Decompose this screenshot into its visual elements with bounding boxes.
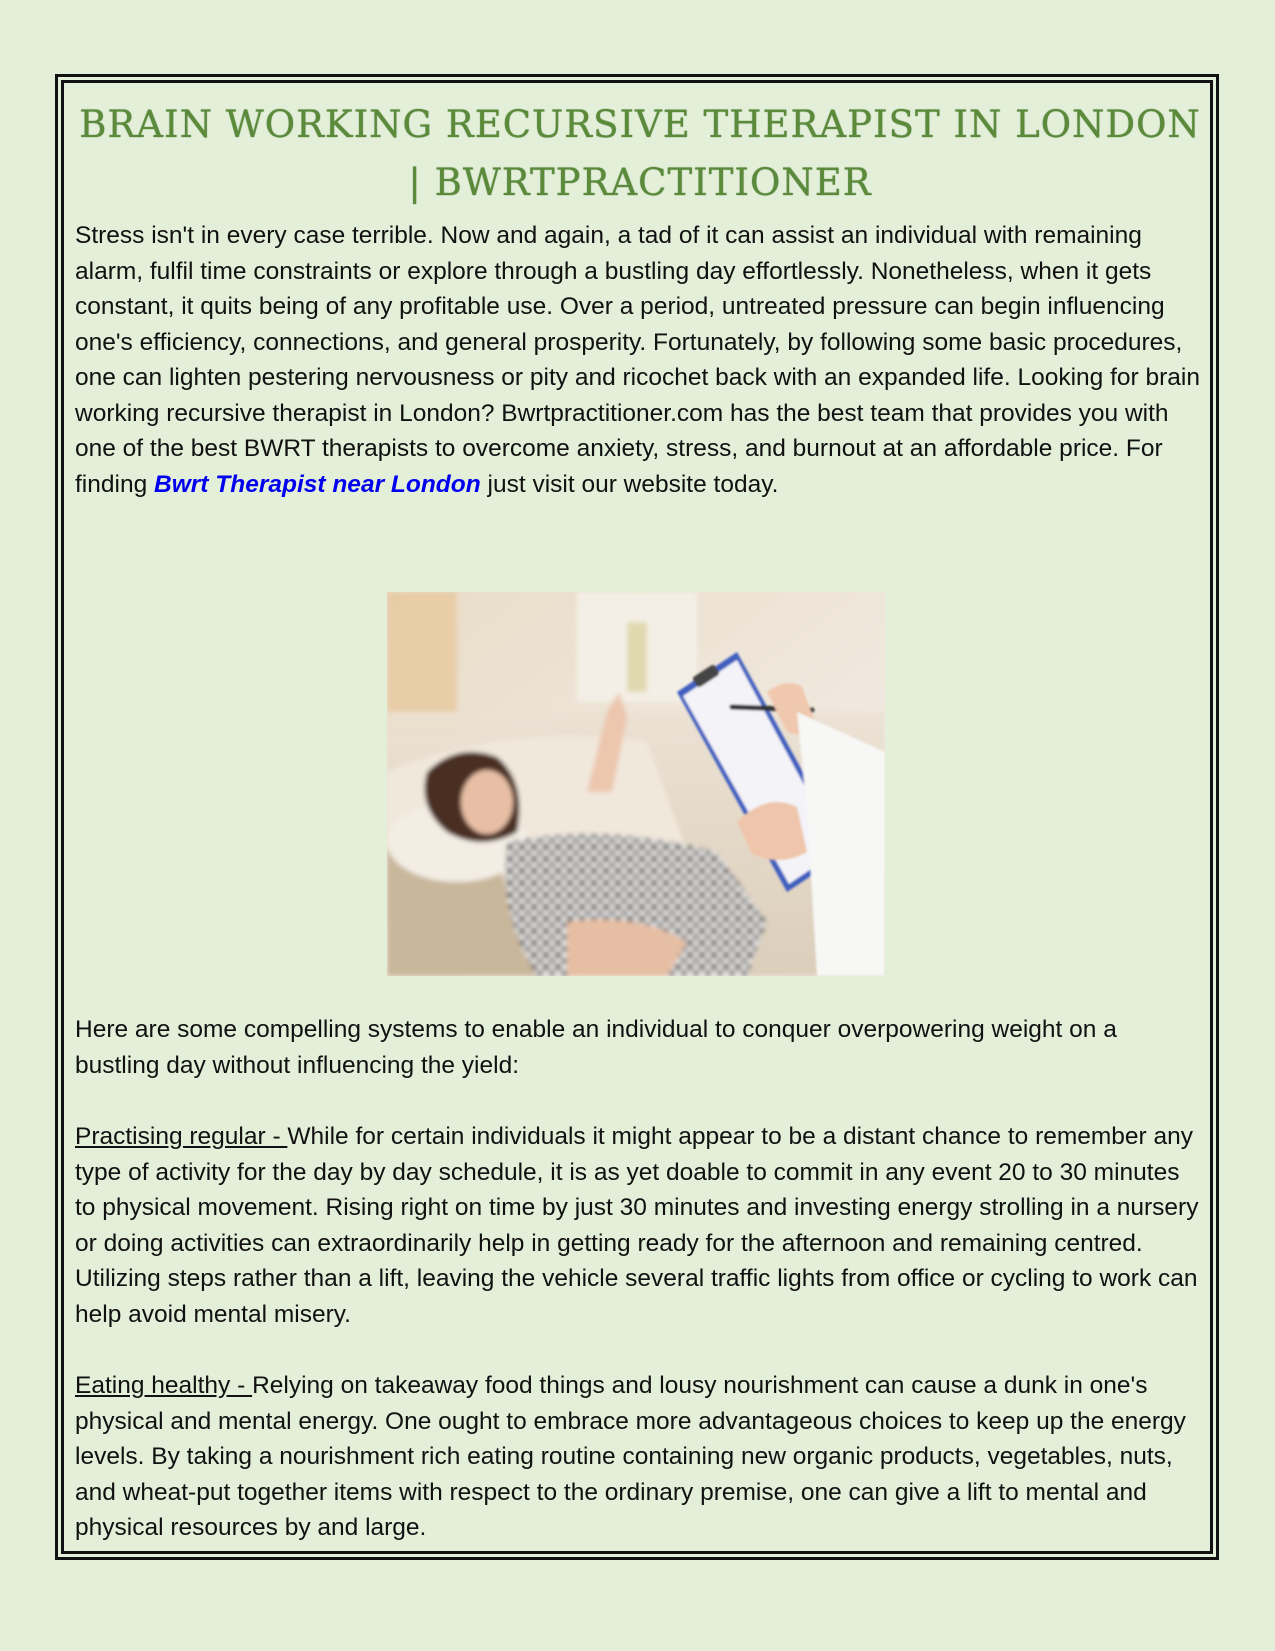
intro-text-after-link: just visit our website today. [480, 470, 779, 498]
lead-in-paragraph: Here are some compelling systems to enable an individual to conquer overpowering weight on a bustling day without influencing the yield: [75, 1016, 1117, 1079]
section-practising-regular [75, 1119, 1205, 1332]
section-body: While for certain individuals it might appear to be a distant chance to remember any type of activity for the day by day schedule, it is as yet doable to commit in any event 20 to 30 minutes to physical movement. Rising right on time by just 30 minutes and investing energy strolling in a nursery or doing activities can extraordinarily help in getting ready for the afternoon and remaining centred. Utilizing steps rather than a lift, leaving the vehicle several traffic lights from office or cycling to work can help avoid mental misery. [75, 1123, 1199, 1328]
document-body [75, 96, 1205, 502]
therapy-session-photo [387, 592, 885, 976]
lead-in-block [75, 1012, 1205, 1083]
section-paragraph [75, 1368, 1205, 1546]
bwrt-therapist-link[interactable]: Bwrt Therapist near London [154, 470, 481, 498]
intro-paragraph [75, 218, 1205, 502]
section-paragraph [75, 1119, 1205, 1332]
section-heading: Eating healthy - [75, 1372, 253, 1399]
section-body: Relying on takeaway food things and lousy nourishment can cause a dunk in one's physical and mental energy. One ought to embrace more advantageous choices to keep up the energy levels. By taking a nourishment rich eating routine containing new organic products, vegetables, nuts, and wheat-put together items with respect to the ordinary premise, one can give a lift to mental and physical resources by and large. [75, 1372, 1186, 1541]
section-eating-healthy [75, 1368, 1205, 1546]
intro-text-before-link: Stress isn't in every case terrible. Now and again, a tad of it can assist an individual with remaining alarm, fulfil time constraints or explore through a bustling day effortlessly. Nonetheless, when it gets constant, it quits being of any profitable use. Over a period, untreated pressure can begin influencing one's efficiency, connections, and general prosperity. Fortunately, by following some basic procedures, one can lighten pestering nervousness or pity and ricochet back with an expanded life. Looking for brain working recursive therapist in London? Bwrtpractitioner.com has the best team that provides you with one of the best BWRT therapists to overcome anxiety, stress, and burnout at an affordable price. For finding [75, 222, 1200, 498]
section-heading: Practising regular - [75, 1123, 288, 1150]
document-title: BRAIN WORKING RECURSIVE THERAPIST IN LONDON | BWRTPRACTITIONER [79, 103, 1201, 204]
